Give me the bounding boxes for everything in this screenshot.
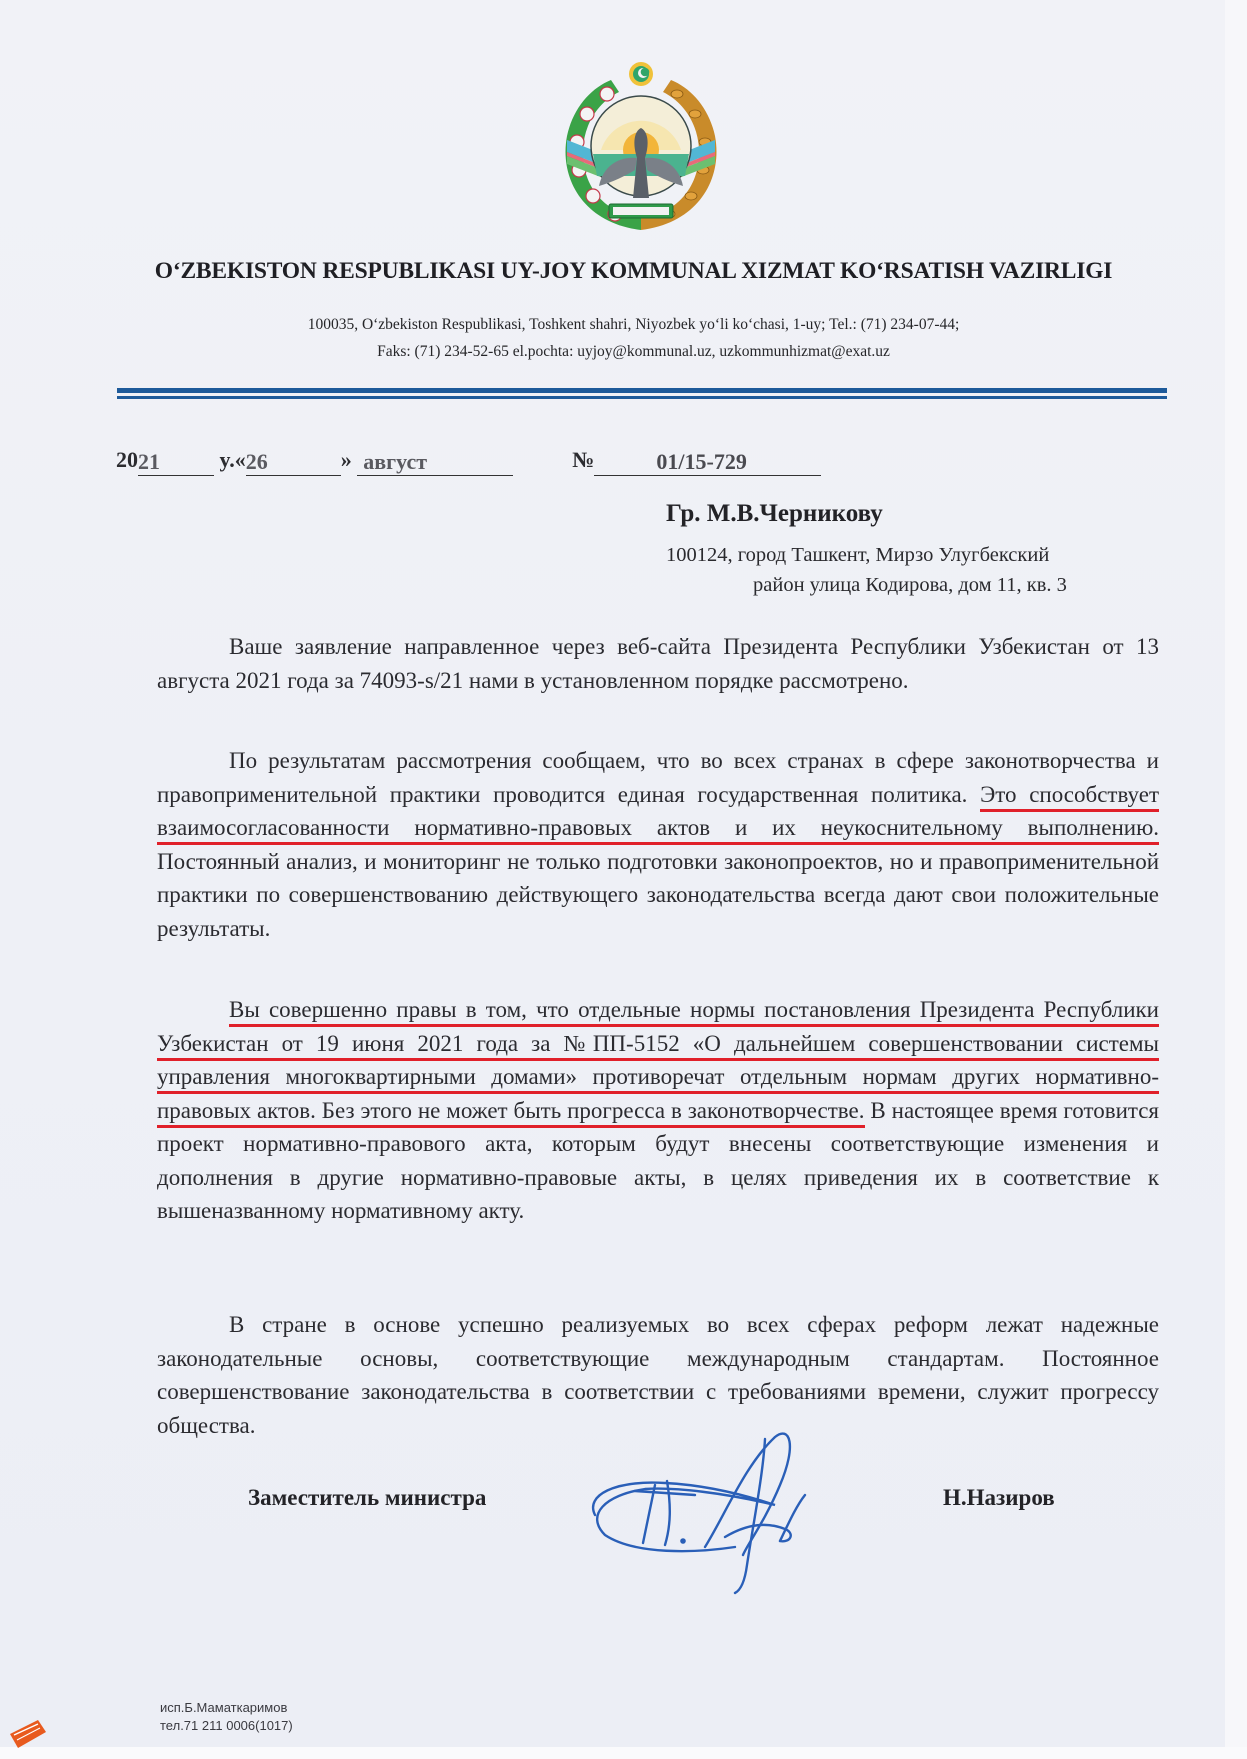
coat-of-arms-emblem [553, 58, 729, 244]
year-suffix: 21 [138, 449, 214, 476]
recipient-name: Гр. М.В.Черникову [666, 500, 883, 527]
close-quote: » [340, 447, 352, 472]
paragraph-2-highlight: Это способствует взаимосогласованности нормативно-правовых актов и их неукоснительному выполнению. [157, 782, 1159, 846]
letterhead-address-line2: Faks: (71) 234-52-65 el.pochta: uyjoy@kommunal.uz, uzkommunhizmat@exat.uz [377, 343, 890, 360]
paragraph-2-text-b: Постоянный анализ, и мониторинг не только подготовки законопроектов, но и правоприменительной практики по совершенствованию действующего законодательства всегда дают свои положительные результаты. [157, 848, 1159, 941]
letterhead-address-line1: 100035, O‘zbekiston Respublikasi, Toshkent shahri, Niyozbek yo‘li ko‘chasi, 1-uy; Tel.: (71) 234-07-44; [307, 316, 960, 333]
year-label: y. [219, 447, 235, 472]
executor-name: исп.Б.Маматкаримов [160, 1700, 288, 1715]
paragraph-3-text-b: В настоящее время готовится проект нормативно-правового акта, которым будут внесены соответствующие изменения и дополнения в другие нормативно-правовые акты, в целях приведения их в соответствие к вышеназванному нормативному акту. [157, 1097, 1159, 1223]
recipient-address-line1: 100124, город Ташкент, Мирзо Улугбекский [666, 544, 1050, 566]
paragraph-3-highlight: Вы совершенно правы в том, что отдельные нормы постановления Президента Республики Узбекистан от 19 июня 2021 года за №ПП-5152 «О дальнейшем совершенствовании системы управления многоквартирными домами» противоречат отдельным нормам других нормативно-правовых актов. Без этого не может быть прогресса в законотворчестве. [157, 997, 1159, 1128]
recipient-address-line2: район улица Кодирова, дом 11, кв. 3 [753, 574, 1067, 596]
scanner-watermark-badge [8, 1718, 48, 1750]
paragraph-4-text: В стране в основе успешно реализуемых во всех сферах реформ лежат надежные законодательные основы, соответствующие международным стандартам. Постоянное совершенствование законодательства в соответствии с требованиями времени, служит прогрессу общества. [157, 1312, 1159, 1438]
signatory-name: Н.Назиров [943, 1485, 1055, 1510]
document-number: 01/15-729 [594, 449, 821, 476]
paragraph-1-text: Ваше заявление направленное через веб-сайта Президента Республики Узбекистан от 13 августа 2021 года за 74093-s/21 нами в установленном порядке рассмотрено. [157, 634, 1159, 693]
page-bottom-edge [0, 1747, 1247, 1759]
open-quote: « [234, 447, 246, 472]
signatory-title: Заместитель министра [248, 1485, 487, 1510]
number-label: № [572, 447, 595, 472]
month-value: август [357, 449, 513, 476]
handwritten-signature [575, 1425, 875, 1595]
executor-phone: тел.71 211 0006(1017) [160, 1718, 293, 1733]
paragraph-2 [157, 744, 1159, 945]
day-value: 26 [246, 449, 341, 476]
year-prefix: 20 [116, 447, 138, 472]
reference-line [116, 447, 821, 474]
paragraph-1 [157, 630, 1159, 697]
organization-name: O‘ZBEKISTON RESPUBLIKASI UY-JOY KOMMUNAL XIZMAT KO‘RSATISH VAZIRLIGI [154, 258, 1113, 284]
paragraph-3 [157, 993, 1159, 1228]
paragraph-2-text-a: По результатам рассмотрения сообщаем, что во всех странах в сфере законотворчества и правоприменительной практики проводится единая государственная политика. [157, 748, 1159, 807]
paragraph-4 [157, 1308, 1159, 1442]
letterhead-rule-bottom [117, 396, 1167, 399]
letterhead-rule-top [117, 388, 1167, 393]
